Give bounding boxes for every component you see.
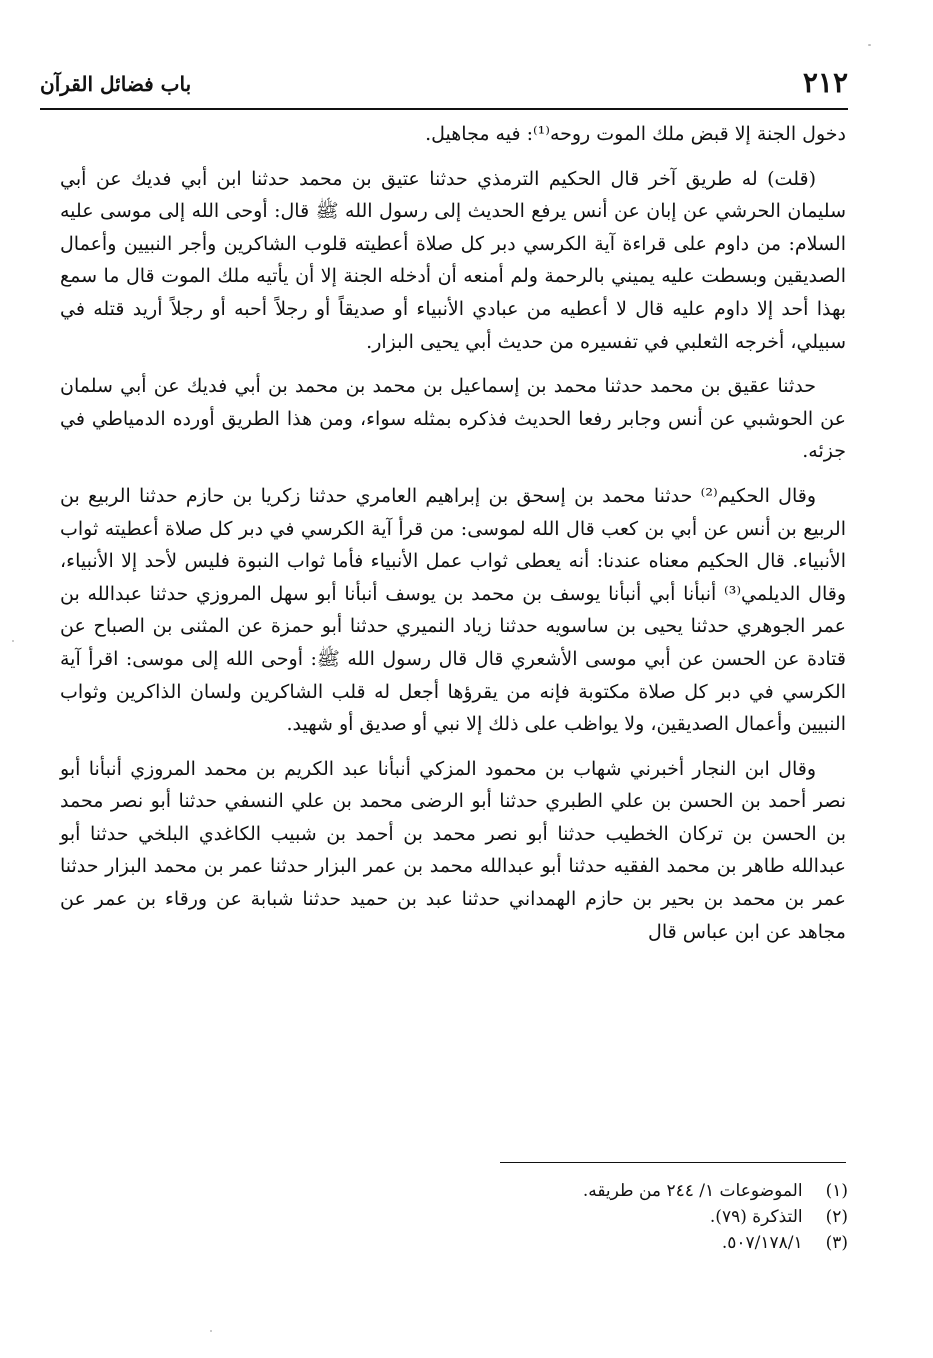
paragraph-continuation: دخول الجنة إلا قبض ملك الموت روحه⁽¹⁾: فيه مجاهيل. [425, 123, 846, 145]
footnote-text: التذكرة (٧٩). [709, 1207, 803, 1227]
paragraph: وقال ابن النجار أخبرني شهاب بن محمود المزكي أنبأنا عبد الكريم بن محمد المروزي أنبأنا أبو نصر أحمد بن الحسن بن علي الطبري حدثنا أبو الرضى محمد بن علي النسفي حدثنا أبو نصر محمد بن الحسن بن تركان الخطيب حدثنا أبو نصر محمد بن أحمد بن شبيب الكاغدي البلخي حدثنا أبو عبدالله طاهر بن محمد الفقيه حدثنا أبو عبدالله محمد بن عمر البزار حدثنا عمر بن محمد البزار حدثنا عمر بن محمد بن بحير بن حازم الهمداني حدثنا عبد بن حميد حدثنا شبابة عن ورقاء بن عمر عن مجاهد عن ابن عباس قال [60, 757, 846, 943]
footnote-text: ٥٠٧/١٧٨/١. [721, 1233, 803, 1253]
footnote-number: (١) [825, 1181, 848, 1201]
footnote-item [400, 1204, 848, 1230]
footnote-item [400, 1230, 848, 1256]
footnote-text: الموضوعات ١/ ٢٤٤ من طريقه. [582, 1181, 803, 1201]
footnote-number: (٣) [825, 1233, 848, 1253]
page-number: ٢١٢ [802, 66, 848, 99]
footnotes [400, 1178, 848, 1256]
scan-speck [868, 44, 871, 46]
paragraph: (قلت) له طريق آخر قال الحكيم الترمذي حدثنا عتيق بن محمد حدثنا ابن أبي فديك عن أبي سليمان الحرشي عن إبان عن أنس يرفع الحديث إلى رسول الله ﷺ قال: أوحى الله إلى موسى عليه السلام: من داوم على قراءة آية الكرسي دبر كل صلاة أعطيته قلوب الشاكرين وأجر النبيين وأعمال الصديقين وبسطت عليه يميني بالرحمة ولم أمنعه أن أدخله الجنة إلا أن يأتيه ملك الموت قال ما سمع بهذا أحد إلا داوم عليه قال لا أعطيه من عبادي الأنبياء أو صديقاً أو رجلاً أحبه أو رجلاً أريد قتله في سبيلي، أخرجه الثعلبي في تفسيره من حديث أبي يحيى البزار. [60, 167, 846, 353]
paragraph: وقال الحكيم⁽²⁾ حدثنا محمد بن إسحق بن إبراهيم العامري حدثنا زكريا بن حازم حدثنا الربيع بن الربيع بن أنس عن أبي بن كعب قال الله لموسى: من قرأ آية الكرسي في دبر كل صلاة أعطيته ثواب الأنبياء. قال الحكيم معناه عندنا: أنه يعطى ثواب عمل الأنبياء فأما ثواب النبوة فليس لأحد إلا الأنبياء، وقال الديلمي⁽³⁾ أنبأنا أبي أنبأنا يوسف بن محمد بن يوسف أنبأنا أبو سهل المروزي حدثنا عبدالله بن عمر الجوهري حدثنا يحيى بن ساسويه حدثنا زياد النميري حدثنا أبو حمزة عن المثنى بن الصباح عن قتادة عن الحسن عن أبي موسى الأشعري قال قال رسول الله ﷺ: أوحى الله إلى موسى: اقرأ آية الكرسي في دبر كل صلاة مكتوبة فإنه من يقرؤها أجعل له قلب الشاكرين ولسان الذاكرين وثواب النبيين وأعمال الصديقين، ولا يواظب على ذلك إلا نبي أو صديق أو شهيد. [60, 484, 847, 736]
paragraph: حدثنا عقيق بن محمد حدثنا محمد بن إسماعيل بن محمد بن محمد بن أبي فديك عن أبي سلمان عن الحوشبي عن أنس وجابر رفعا الحديث فذكره بمثله سواء، ومن هذا الطريق أورده الدمياطي في جزئه. [60, 375, 846, 463]
header-divider [40, 108, 848, 110]
scan-speck [12, 640, 14, 642]
footnote-number: (٢) [825, 1207, 848, 1227]
footnote-item [400, 1178, 848, 1204]
page-header [40, 62, 848, 106]
scan-speck [210, 1330, 212, 1332]
footnote-divider [500, 1162, 846, 1163]
chapter-title: باب فضائل القرآن [40, 72, 192, 96]
main-text [60, 118, 846, 960]
